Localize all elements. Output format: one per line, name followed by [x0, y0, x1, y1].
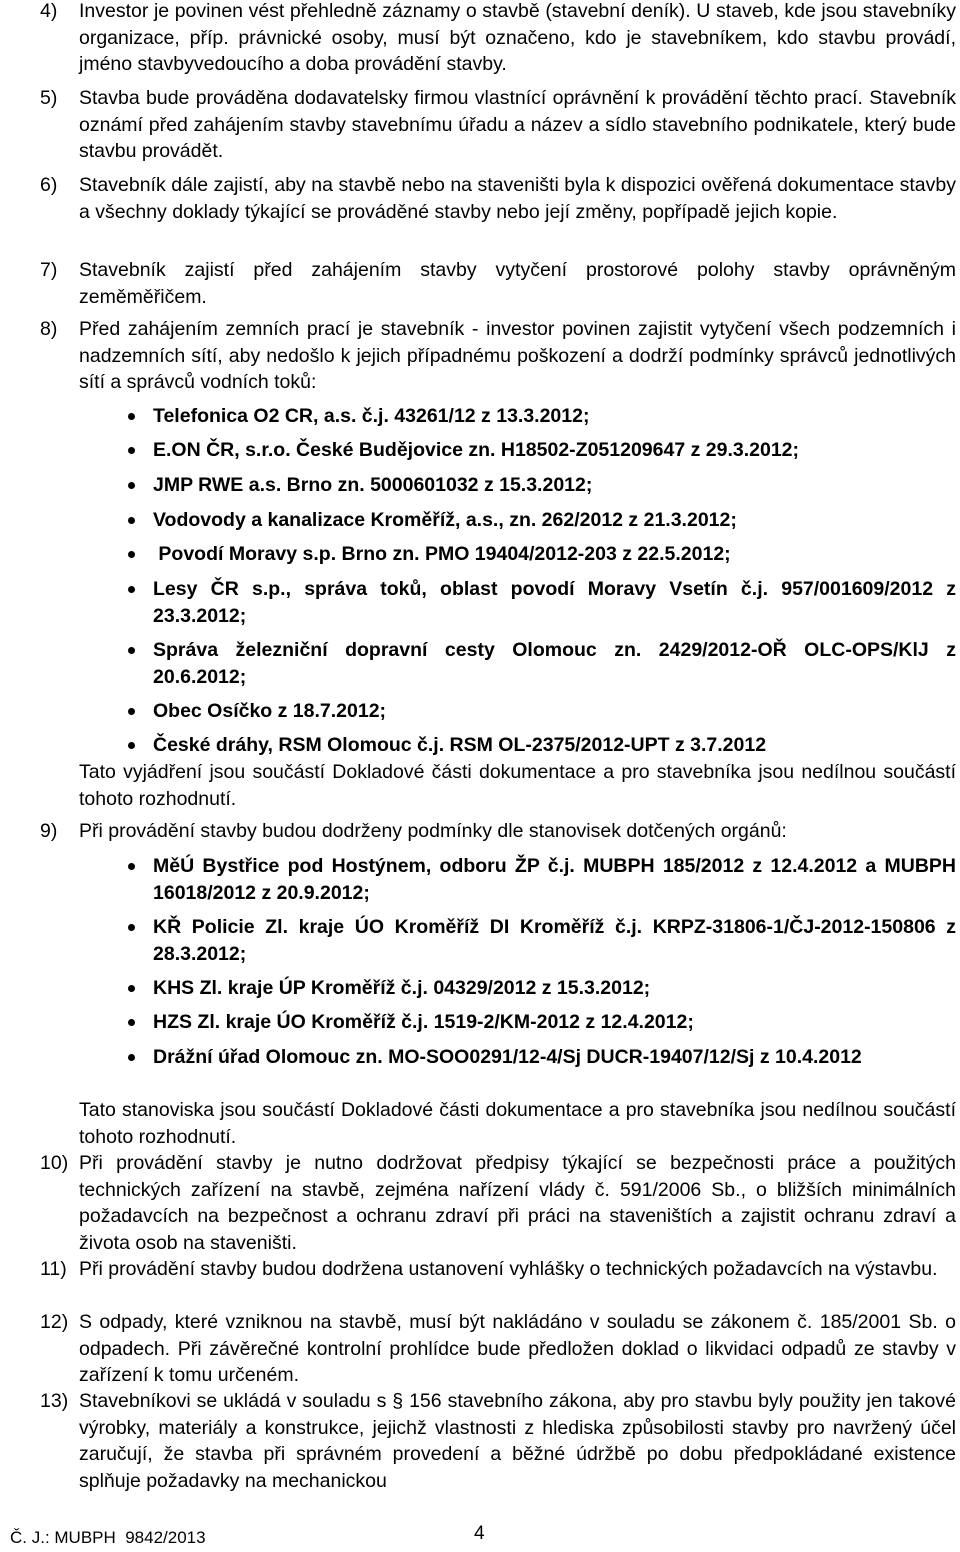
item-text: Stavba bude prováděna dodavatelsky firmou vlastnící oprávnění k provádění těchto prací. Stavebník oznámí před zahájením stavby stavebnímu úřadu a název a sídlo stavebního podnikatele, který bude stavbu provádět.: [79, 87, 956, 162]
document-page: 4) Investor je povinen vést přehledně záznamy o stavbě (stavební deník). U staveb, kde jsou stavebníky organizace, příp. právnické osoby, musí být označeno, kdo je stavebníkem, kdo stavbu provádí, jméno stavbyvedoucího a doba provádění stavby. 5) Stavba bude prováděna dodavatelsky firmou vlastnící oprávnění k provádění těchto prací. Stavebník oznámí před zahájením stavby stavebnímu úřadu a název a sídlo stavebního podnikatele, který bude stavbu provádět. 6) Stavebník dále zajistí, aby na stavbě nebo na staveništi byla k dispozici ověřená dokumentace stavby a všechny doklady týkající se prováděné stavby nebo její změny, popřípadě jejich kopie. 7) Stavebník zajistí před zahájením stavby vytyčení prostorové polohy stavby oprávněným zeměměřičem. 8) Před zahájením zemních prací je stavebník - investor povinen zajistit vytyčení všech podzemních i nadzemních sítí, aby nedošlo k jejich případnému poškození a dodrží podmínky správců jednotlivých sítí a správců vodních toků: Telefonica O2 CR, a.s. č.j. 43261/12 z 13.3.2012; E.ON ČR, s.r.o. České Budějovice zn. H18502-Z051209647 z 29.3.2012; JMP RWE a.s. Brno zn. 5000601032 z 15.3.2012; Vodovody a kanalizace Kroměříž, a.s., zn. 262/2012 z 21.3.2012; Povodí Moravy s.p. Brno zn. PMO 19404/2012-203 z 22.5.2012; Lesy ČR s.p., správa toků, oblast povodí Moravy Vsetín č.j. 957/001609/2012 z 23.3.2012; Správa železniční dopravní cesty Olomouc zn. 2429/2012-OŘ OLC-OPS/KlJ z 20.6.2012; Obec Osíčko z 18.7.2012; České dráhy, RSM Olomouc č.j. RSM OL-2375/2012-UPT z 3.7.2012 Tato vyjádření jsou součástí Dokladové části dokumentace a pro stavebníka jsou nedílnou součástí tohoto rozhodnutí. 9) Při provádění stavby budou dodrženy podmínky dle stanovisek dotčených orgánů: MěÚ Bystřice pod Hostýnem, odboru ŽP č.j. MUBPH 185/2012 z 12.4.2012 a MUBPH 16018/2012 z 20.9.2012; KŘ Policie Zl. kraje ÚO Kroměříž DI Kroměříž č.j. KRPZ-31806-1/ČJ-2012-150806 z 28.3.2012; KHS Zl. kraje ÚP Kroměříž č.j. 04329/2012 z 15.3.2012; HZS Zl. kraje ÚO Kroměříž č.j. 1519-2/KM-2012 z 12.4.2012; Drážní úřad Olomouc zn. MO-SOO0291/12-4/Sj DUCR-19407/12/Sj z 10.4.2012 Tato stanoviska jsou součástí Dokladové části dokumentace a pro stavebníka jsou nedílnou součástí tohoto rozhodnutí. 10) Při provádění stavby je nutno dodržovat předpisy týkající se bezpečnosti práce a použitých technických zařízení na stavbě, zejména nařízení vlády č. 591/2006 Sb., o bližších minimálních požadavcích na bezpečnost a ochranu zdraví při práci na staveništích a zajistit ochranu zdraví a života osob na staveništi. 11) Při provádění stavby budou dodržena ustanovení vyhlášky o technických požadavcích na výstavbu. 12) S odpady, které vzniknou na stavbě, musí být nakládáno v souladu se zákonem č. 185/2001 Sb. o odpadech. Při závěrečné kontrolní prohlídce bude předložen doklad o likvidaci odpadů ze stavby v zařízení k tomu určeném. 13) Stavebníkovi se ukládá v souladu s § 156 stavebního zákona, aby pro stavbu byly použity jen takové výrobky, materiály a konstrukce, jejichž vlastnosti z hlediska způsobilosti stavby pro navržený účel zaručují, že stavba při správném provedení a běžné údržbě po dobu předpokládané existence splňuje požadavky na mechanickou Č. J.: MUBPH 9842/2013 4: [0, 0, 960, 1549]
bullet-icon: [128, 517, 135, 524]
item-text: Stavebníkovi se ukládá v souladu s § 156 stavebního zákona, aby pro stavbu byly použity jen takové výrobky, materiály a konstrukce, jejichž vlastnosti z hlediska způsobilosti stavby pro navržený účel zaručují, že stavba při správném provedení a běžné údržbě po dobu předpokládané existence splňuje požadavky na mechanickou: [79, 1390, 956, 1492]
item-number: 10): [40, 1152, 69, 1174]
bullet-icon: [128, 1019, 135, 1026]
bullet-icon: [128, 985, 135, 992]
bullet-icon: [128, 742, 135, 749]
bullet-icon: [128, 924, 135, 931]
item-number: 4): [40, 0, 58, 22]
item-number: 13): [40, 1390, 69, 1412]
item-text: Při provádění stavby budou dodrženy podmínky dle stanovisek dotčených orgánů:: [79, 820, 787, 842]
page-number: 4: [474, 1523, 485, 1544]
item-number: 5): [40, 87, 58, 109]
item-text: Při provádění stavby je nutno dodržovat předpisy týkající se bezpečnosti práce a použitých technických zařízení na stavbě, zejména nařízení vlády č. 591/2006 Sb., o bližších minimálních požadavcích na bezpečnost a ochranu zdraví při práci na staveništích a zajistit ochranu zdraví a života osob na staveništi.: [79, 1152, 956, 1254]
bullet-icon: [128, 647, 135, 654]
item-8-note: Tato vyjádření jsou součástí Dokladové části dokumentace a pro stavebníka jsou nedílnou součástí tohoto rozhodnutí.: [79, 761, 956, 810]
bullet-icon: [128, 447, 135, 454]
item-number: 11): [40, 1258, 67, 1280]
item-number: 8): [40, 318, 58, 340]
item-number: 12): [40, 1311, 69, 1333]
item-text: Při provádění stavby budou dodržena ustanovení vyhlášky o technických požadavcích na výstavbu.: [79, 1258, 938, 1280]
bullet-icon: [128, 708, 135, 715]
item-number: 9): [40, 820, 58, 842]
item-text: S odpady, které vzniknou na stavbě, musí být nakládáno v souladu se zákonem č. 185/2001 Sb. o odpadech. Při závěrečné kontrolní prohlídce bude předložen doklad o likvidaci odpadů ze stavby v zařízení k tomu určeném.: [79, 1311, 956, 1386]
item-number: 6): [40, 174, 58, 196]
item-text: Investor je povinen vést přehledně záznamy o stavbě (stavební deník). U staveb, kde jsou stavebníky organizace, příp. právnické osoby, musí být označeno, kdo je stavebníkem, kdo stavbu provádí, jméno stavbyvedoucího a doba provádění stavby.: [79, 0, 956, 75]
item-text: Před zahájením zemních prací je stavebník - investor povinen zajistit vytyčení všech podzemních i nadzemních sítí, aby nedošlo k jejich případnému poškození a dodrží podmínky správců jednotlivých sítí a správců vodních toků:: [79, 318, 956, 393]
item-text: Stavebník zajistí před zahájením stavby vytyčení prostorové polohy stavby oprávněným zeměměřičem.: [79, 259, 956, 308]
item-text: Stavebník dále zajistí, aby na stavbě nebo na staveništi byla k dispozici ověřená dokumentace stavby a všechny doklady týkající se prováděné stavby nebo její změny, popřípadě jejich kopie.: [79, 174, 956, 223]
bullet-icon: [128, 863, 135, 870]
bullet-icon: [128, 413, 135, 420]
bullet-icon: [128, 551, 135, 558]
bullet-icon: [128, 1054, 135, 1061]
file-reference: Č. J.: MUBPH 9842/2013: [10, 1528, 206, 1547]
bullet-icon: [128, 482, 135, 489]
item-9-note: Tato stanoviska jsou součástí Dokladové části dokumentace a pro stavebníka jsou nedílnou součástí tohoto rozhodnutí.: [79, 1099, 956, 1148]
item-number: 7): [40, 259, 58, 281]
bullet-icon: [128, 586, 135, 593]
